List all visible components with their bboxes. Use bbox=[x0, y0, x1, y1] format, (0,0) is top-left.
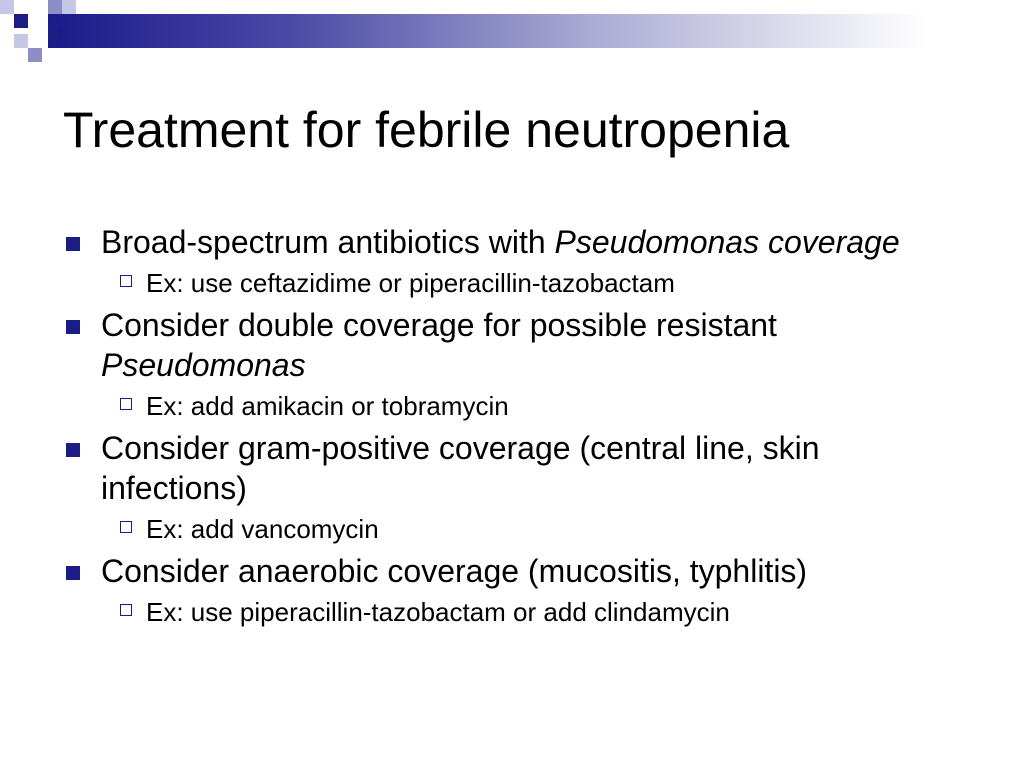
decor-square bbox=[28, 48, 42, 62]
slide-title: Treatment for febrile neutropenia bbox=[63, 102, 790, 158]
bullet-text: Consider anaerobic coverage (mucositis, typhlitis) bbox=[101, 553, 808, 589]
decor-square bbox=[0, 0, 14, 14]
sub-bullet-item bbox=[64, 390, 964, 422]
header-decoration bbox=[0, 0, 1024, 60]
sub-bullet-text: Ex: use ceftazidime or piperacillin-tazobactam bbox=[146, 268, 675, 298]
sub-bullet-item bbox=[64, 513, 964, 545]
bullet-text-italic: Pseudomonas bbox=[101, 347, 306, 383]
square-bullet-icon bbox=[66, 237, 80, 251]
sub-bullet-item bbox=[64, 596, 964, 628]
bullet-text: Consider gram-positive coverage (central line, skin infections) bbox=[101, 430, 820, 506]
hollow-square-bullet-icon bbox=[120, 398, 132, 410]
header-gradient-bar bbox=[48, 14, 1024, 48]
sub-bullet-text: Ex: add vancomycin bbox=[146, 514, 379, 544]
decor-square bbox=[48, 28, 62, 42]
bullet-item bbox=[64, 551, 964, 591]
decor-square bbox=[14, 14, 28, 28]
decor-square bbox=[62, 0, 76, 14]
bullet-text-italic: Pseudomonas coverage bbox=[554, 224, 900, 260]
bullet-text: Consider double coverage for possible resistant bbox=[101, 307, 777, 343]
bullet-item bbox=[64, 428, 964, 508]
decor-square bbox=[48, 0, 62, 14]
hollow-square-bullet-icon bbox=[120, 275, 132, 287]
decor-square bbox=[14, 34, 28, 48]
bullet-item bbox=[64, 222, 964, 262]
bullet-text: Broad-spectrum antibiotics with bbox=[101, 224, 555, 260]
hollow-square-bullet-icon bbox=[120, 604, 132, 616]
hollow-square-bullet-icon bbox=[120, 521, 132, 533]
square-bullet-icon bbox=[66, 566, 80, 580]
sub-bullet-text: Ex: add amikacin or tobramycin bbox=[146, 391, 509, 421]
square-bullet-icon bbox=[66, 320, 80, 334]
bullet-item bbox=[64, 305, 964, 385]
decor-square bbox=[28, 14, 48, 48]
bullet-list bbox=[64, 222, 964, 634]
square-bullet-icon bbox=[66, 443, 80, 457]
sub-bullet-item bbox=[64, 267, 964, 299]
sub-bullet-text: Ex: use piperacillin-tazobactam or add clindamycin bbox=[146, 597, 730, 627]
